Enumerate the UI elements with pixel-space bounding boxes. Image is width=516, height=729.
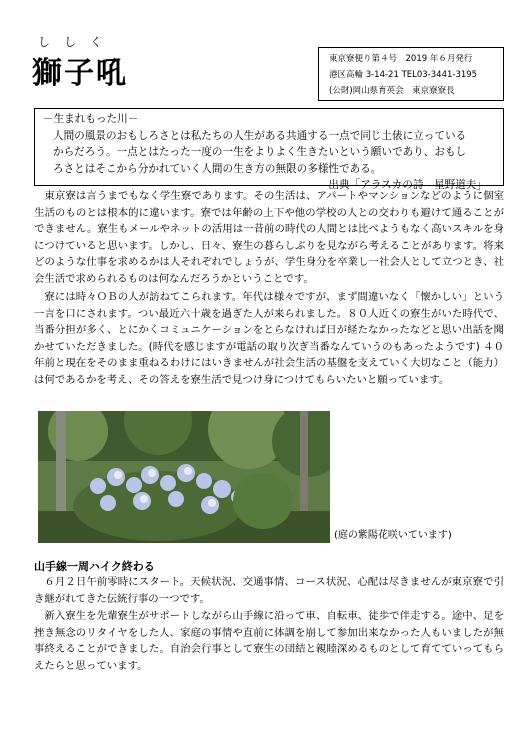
publisher-info-line: (公財)岡山県育英会 東京寮寮長 [329, 86, 455, 96]
issue-info-line: 東京寮便り第４号 2019 年６月発行 [329, 54, 473, 64]
issue-info-box [318, 47, 504, 101]
section-heading: 山手線一周ハイク終わる [34, 560, 155, 573]
photo-caption: (庭の紫陽花咲いています) [334, 530, 452, 541]
quote-heading: －生まれもった川－ [43, 113, 139, 125]
newsletter-title: 獅子吼 [32, 56, 128, 91]
hydrangea-photo [38, 411, 330, 543]
address-info-line: 港区高輪 3-14-21 TEL03-3441-3195 [329, 70, 478, 80]
quote-line: からだろう。一点とはたった一度の一生をよりよく生きたいという願いであり、おもし [53, 146, 467, 158]
article-paragraph: 寮には時々ＯＢの人が訪ねてこられます。年代は様々ですが、まず間違いなく「懐かしい」という一言を口にされます。つい最近六十歳を過ぎた人が来られました。８０人近くの寮生がいた時代で、当番分担が多く、とにかくコミュニケーションをとらなければ日が経たなかったなどと思い出話を聞かせていただきました。(時代を感じますが電話の取り次ぎ当番なんていうのもあったようです) ４０年前と現在をそのまま重ねるわけにはいきませんが社会生活の基盤を支えていく大切なこと（能力）は何であるかを考え、その答えを寮生活で見つけ身につけてもらいたいと願っています。 [34, 291, 504, 386]
quote-line: ろさとはそこから分かれていく人間の生き方の無限の多様性である。 [53, 162, 382, 175]
section-paragraph: 新入寮生を先輩寮生がサポートしながら山手線に沿って車、自転車、徒歩で伴走する。途中、足を挫き無念のリタイヤをした人、家庭の事情や直前に体調を崩して参加出来なかった人もいましたが無事終えることができました。自治会行事として寮生の団結と親睦深めるものとして育てていってもらえたらと思っています。 [34, 610, 504, 672]
section-paragraph: ６月２日午前零時にスタート。天候状況、交通事情、コース状況、心配は尽きませんが東京寮で引き継がれてきた伝統行事の一つです。 [34, 576, 504, 605]
quote-box [34, 108, 504, 191]
article-paragraph: 東京寮は言うまでもなく学生寮であります。その生活は、アパートやマンションなどのように個室生活のものとは根本的に違います。寮では年齢の上下や他の学校の人との交わりも避けて通ることができません。寮生もメールやネットの活用は一昔前の時代の人間とは比べようもなく高いスキルを身につけていると思います。しかし、日々、寮生の暮らしぶりを見ながら考えることがあります。将来どのような仕事を求めるかは人それぞれでしょうが、学生身分を卒業し一社会人として立つとき、社会生活で求められるものは何なんだろうかということです。 [34, 190, 504, 285]
title-furigana: ししく [38, 35, 117, 49]
quote-source: 出典「アラスカの詩 星野道夫」 [328, 179, 487, 191]
quote-line: 人間の風景のおもしろさとは私たちの人生がある共通する一点で同じ土俵に立っている [53, 129, 467, 142]
